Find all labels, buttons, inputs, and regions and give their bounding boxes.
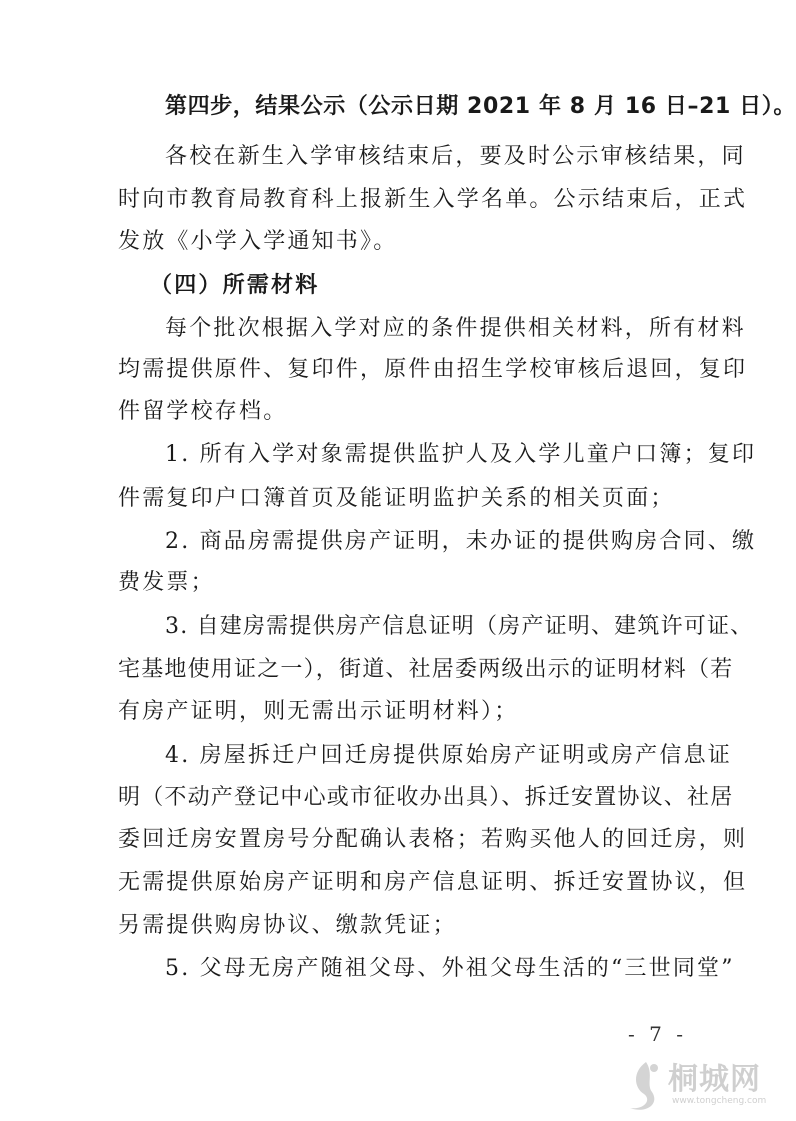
text-line: 均需提供原件、复印件，原件由招生学校审核后退回，复印 xyxy=(118,357,748,382)
list-item-3: 3. 自建房需提供房产信息证明（房产证明、建筑许可证、 xyxy=(165,614,754,639)
step-four-heading: 第四步，结果公示（公示日期 2021 年 8 月 16 日–21 日）。 xyxy=(165,94,796,119)
text-line: 明（不动产登记中心或市征收办出具）、拆迁安置协议、社居 xyxy=(118,785,734,810)
watermark xyxy=(620,1052,790,1118)
watermark-name: 桐城网 xyxy=(668,1062,761,1097)
page-number: - 7 - xyxy=(628,1022,687,1046)
text-line: 无需提供原始房产证明和房产信息证明、拆迁安置协议，但 xyxy=(118,870,748,895)
text-line: 时向市教育局教育科上报新生入学名单。公示结束后，正式 xyxy=(118,187,748,212)
text-line: 件留学校存档。 xyxy=(118,399,288,424)
text-line: 发放《小学入学通知书》。 xyxy=(118,229,398,254)
text-line: 件需复印户口簿首页及能证明监护关系的相关页面； xyxy=(118,486,675,511)
text-line: 有房产证明，则无需出示证明材料）； xyxy=(118,699,519,724)
tongcheng-logo-icon xyxy=(624,1058,668,1114)
text-line: 费发票； xyxy=(118,570,215,595)
list-item-4: 4. 房屋拆迁户回迁房提供原始房产证明或房产信息证 xyxy=(165,743,732,768)
list-item-5: 5. 父母无房产随祖父母、外祖父母生活的“三世同堂” xyxy=(165,956,735,981)
text-line: 每个批次根据入学对应的条件提供相关材料，所有材料 xyxy=(165,316,746,341)
text-line: 宅基地使用证之一），街道、社居委两级出示的证明材料（若 xyxy=(118,657,734,682)
list-item-2: 2. 商品房需提供房产证明，未办证的提供购房合同、缴 xyxy=(165,529,757,554)
text-line: 各校在新生入学审核结束后，要及时公示审核结果，同 xyxy=(165,144,746,169)
list-item-1: 1. 所有入学对象需提供监护人及入学儿童户口簿；复印 xyxy=(165,442,757,467)
text-line: 委回迁房安置房号分配确认表格；若购买他人的回迁房，则 xyxy=(118,827,748,852)
text-line: 另需提供购房协议、缴款凭证； xyxy=(118,913,457,938)
watermark-url: www.tongcheng.com xyxy=(672,1096,767,1106)
section-heading: （四）所需材料 xyxy=(150,273,320,298)
